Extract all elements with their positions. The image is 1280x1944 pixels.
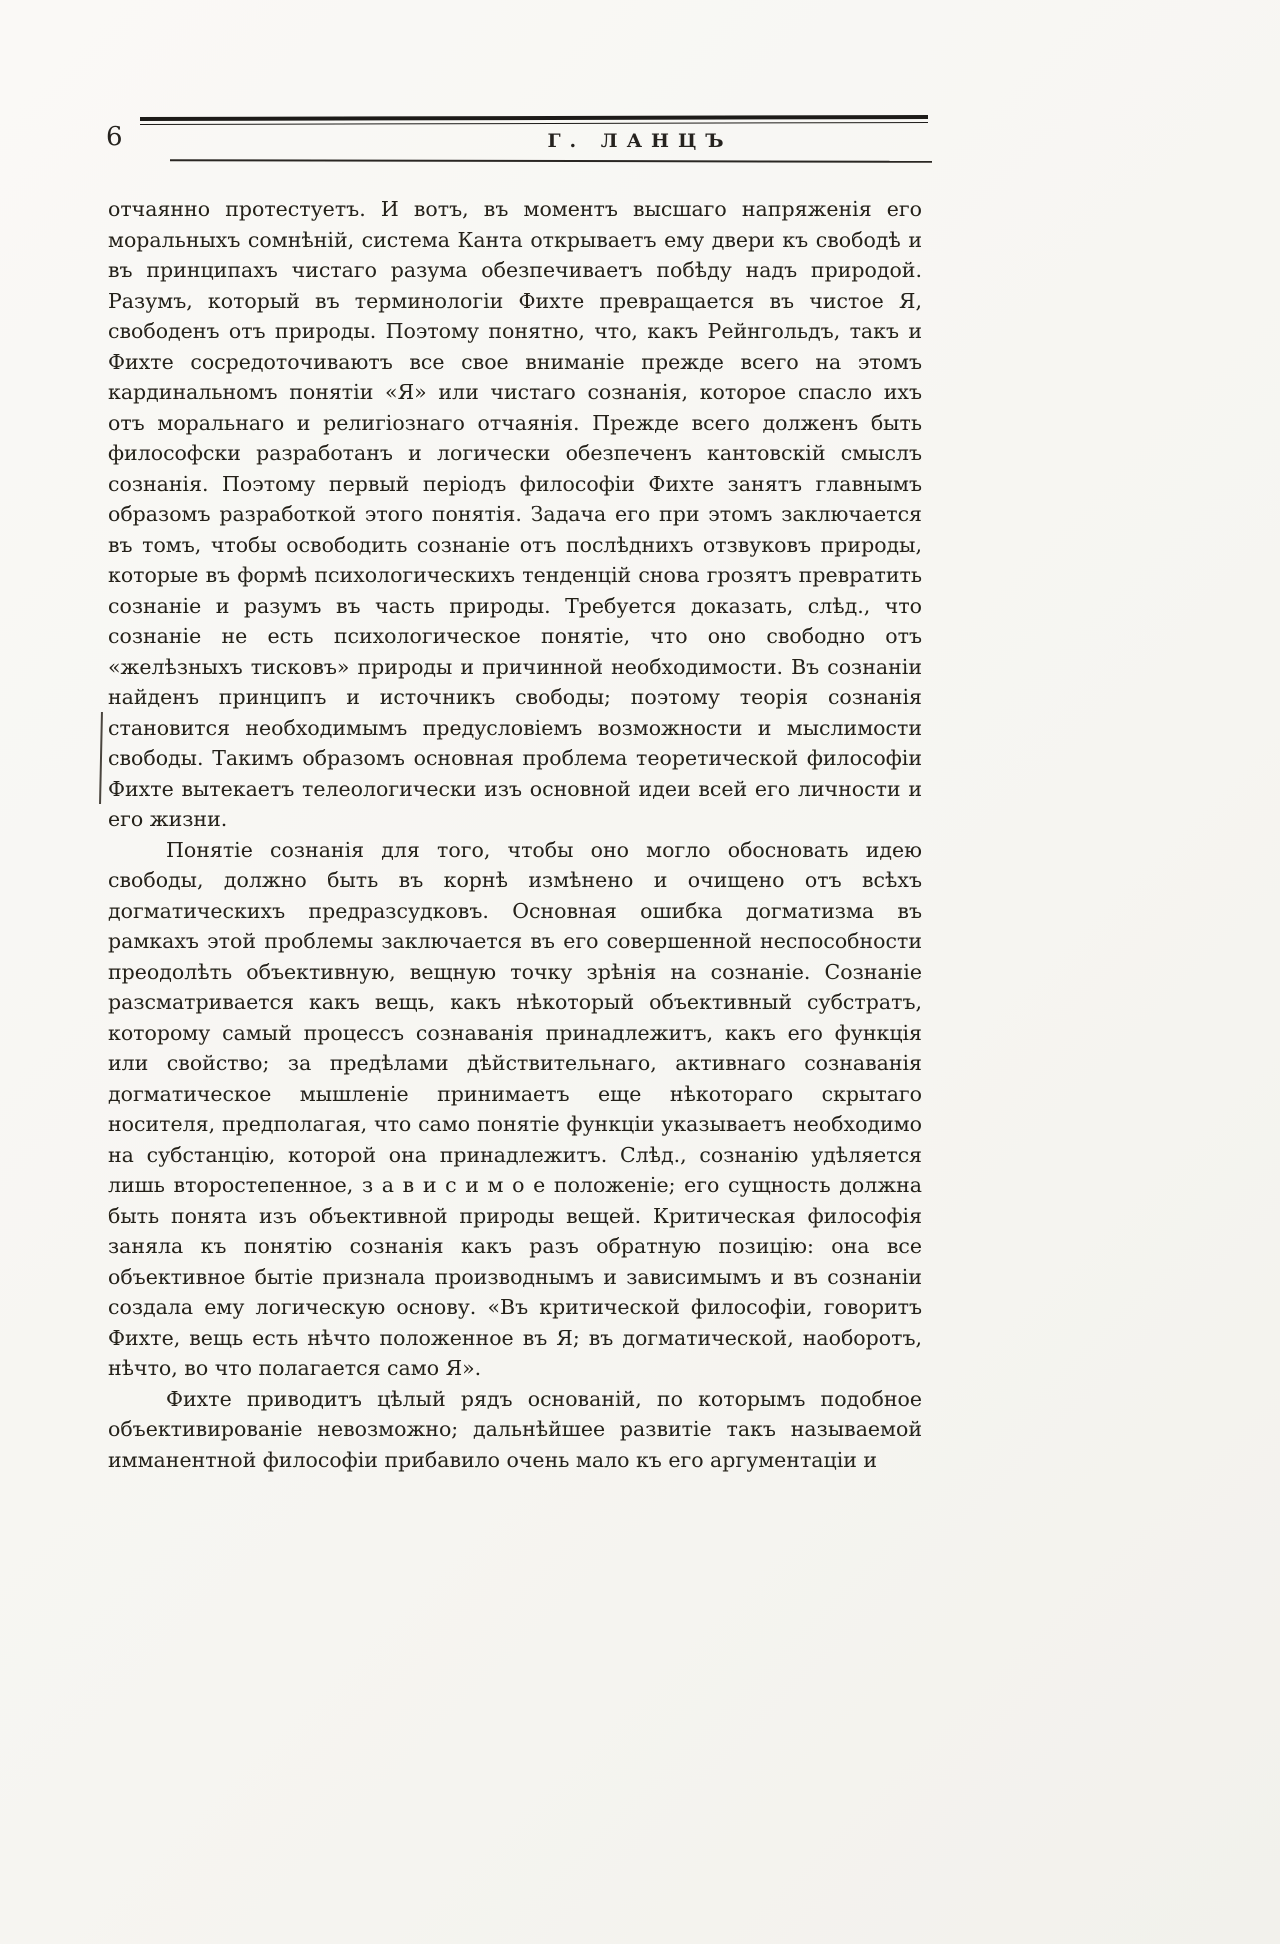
paragraph: Понятіе сознанія для того, чтобы оно могло обосновать идею свободы, должно быть въ корнѣ измѣнено и очищено отъ всѣхъ догматическихъ предразсудковъ. Основная ошибка догматизма въ рамкахъ этой проблемы заключается въ его совершенной неспособности преодолѣть объективную, вещную точку зрѣнія на сознаніе. Сознаніе разсматривается какъ вещь, какъ нѣкоторый объективный субстратъ, которому самый процессъ сознаванія принадлежитъ, какъ его функція или свойство; за предѣлами дѣйствительнаго, активнаго сознаванія догматическое мышленіе принимаетъ еще нѣкотораго скрытаго носителя, предполагая, что само понятіе функціи указываетъ необходимо на субстанцію, которой она принадлежитъ. Слѣд., сознанію удѣляется лишь второстепенное, з а в и с и м о е положеніе; его сущность должна быть понята изъ объективной природы вещей. Критическая философія заняла къ понятію сознанія какъ разъ обратную позицію: она все объективное бытіе признала производнымъ и зависимымъ и въ сознаніи создала ему логическую основу. «Въ критической философіи, говоритъ Фихте, вещь есть нѣчто положенное въ Я; въ догматической, наоборотъ, нѣчто, во что полагается само Я».	[108, 837, 922, 1380]
running-title: Г. ЛАНЦЪ	[547, 130, 733, 152]
paragraph: отчаянно протестуетъ. И вотъ, въ моментъ высшаго напряженія его моральныхъ сомнѣній, система Канта открываетъ ему двери къ свободѣ и въ принципахъ чистаго разума обезпечиваетъ побѣду надъ природой. Разумъ, который въ терминологіи Фихте превращается въ чистое Я, свободенъ отъ природы. Поэтому понятно, что, какъ Рейнгольдъ, такъ и Фихте сосредоточиваютъ все свое вниманіе прежде всего на этомъ кардинальномъ понятіи «Я» или чистаго сознанія, которое спасло ихъ отъ моральнаго и религіознаго отчаянія. Прежде всего долженъ быть философски разработанъ и логически обезпеченъ кантовскій смыслъ сознанія. Поэтому первый періодъ философіи Фихте занятъ главнымъ образомъ разработкой этого понятія. Задача его при этомъ заключается въ томъ, чтобы освободить сознаніе отъ послѣднихъ отзвуковъ природы, которые въ формѣ психологическихъ тенденцій снова грозятъ превратить сознаніе и разумъ въ часть природы. Требуется доказать, слѣд., что сознаніе не есть психологическое понятіе, что оно свободно отъ «желѣзныхъ тисковъ» природы и причинной необходимости. Въ сознаніи найденъ принципъ и источникъ свободы; поэтому теорія сознанія становится необходимымъ предусловіемъ возможности и мыслимости свободы. Такимъ образомъ основная проблема теоретической философіи Фихте вытекаетъ телеологически изъ основной идеи всей его личности и его жизни.	[108, 197, 922, 831]
header-double-rule	[140, 115, 928, 125]
header-underline-rule	[170, 159, 932, 162]
paragraph: Фихте приводитъ цѣлый рядъ основаній, по которымъ подобное объективированіе невозможно; дальнѣйшее развитіе такъ называемой имманентной философіи прибавило очень мало къ его аргументаціи и	[108, 1386, 922, 1472]
page-body-text	[108, 194, 922, 1475]
margin-pencil-mark	[99, 712, 103, 804]
page-number: 6	[106, 122, 123, 152]
